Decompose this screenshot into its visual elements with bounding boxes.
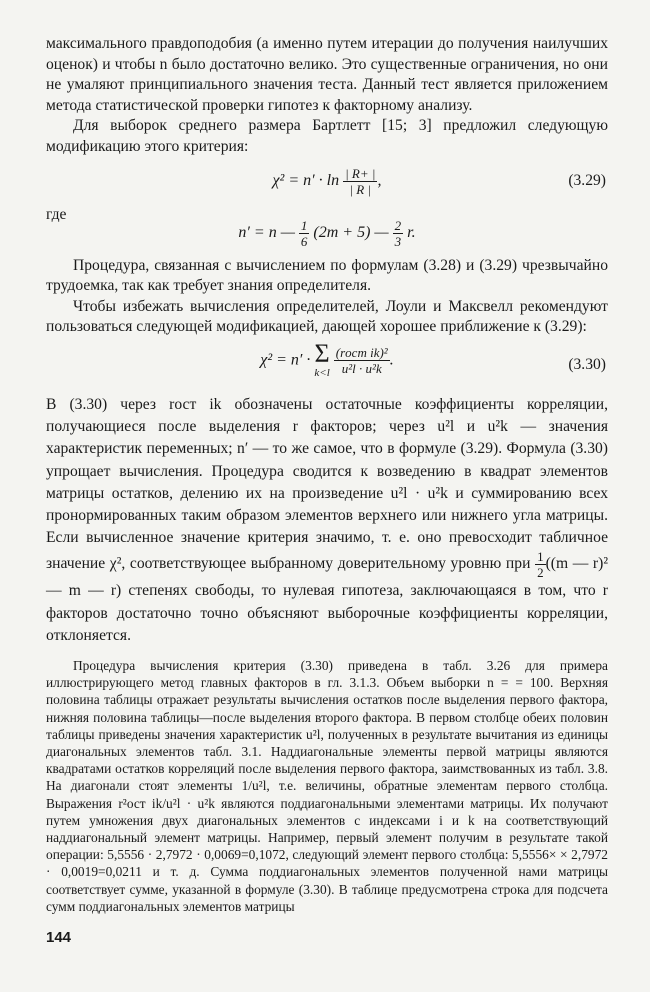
paragraph-5-text: В (3.30) через rост ik обозначены остаточные коэффициенты корреляции, получающиеся после выделения r факторов; через u²l и u²k — значения характеристик переменных; n′ — то же самое, что в формуле (3.29). Формула (3.30) упрощает вычисления. Процедура сводится к возведению в квадрат элементов матрицы остатков, делению их на произведение u²l · u²k и суммированию всех пронормированных таким образом элементов верхнего или нижнего угла матрицы. Если вычисленное значение критерия значимо, т. е. оно превосходит табличное значение χ², соответствующее выбранному доверительному уровню при [46,395,608,573]
page-number: 144 [46,929,72,947]
eqn-frac2-num: 2 [394,217,402,233]
eq330-label: (3.30) [568,355,606,373]
eqn-part-b: (2m + 5) — [313,223,389,241]
paragraph-3: Процедура, связанная с вычислением по формулам (3.28) и (3.29) чрезвычайно трудоемка, так как требует знания определителя. [46,256,608,295]
eqn-frac1-den: 6 [300,233,308,249]
where-word: где [46,205,67,223]
degree-frac-den: 2 [537,565,544,581]
equation-3-30 [46,338,608,394]
degree-frac-num: 1 [537,549,544,565]
eqn-frac-2 [393,218,404,249]
eqn-part-a: n′ = n — [238,223,295,241]
equation-n-prime [46,214,608,256]
eq329-denominator: | R | [349,181,372,197]
eq329-lhs: χ² = n′ · ln [272,171,340,189]
eq329-label: (3.29) [568,171,606,189]
small-print-paragraph: Процедура вычисления критерия (3.30) приведена в табл. 3.26 для примера иллюстрирующего метод главных факторов в гл. 3.1.3. Объем выборки n = = 100. Верхняя половина таблицы отражает результаты вычисления остатков после выделения первого фактора, нижняя половина таблицы—после выделения второго фактора. В первом столбце обеих половин таблицы приведены значения характеристик u²l, полученных в результате вычитания из единицы диагональных элементов табл. 3.1. Наддиагональные элементы первой матрицы являются квадратами остатков корреляций после выделения первого фактора, заимствованных из табл. 3.8. На диагонали стоят элементы 1/u²l, т.е. величины, обратные элементам первого столбца. Выражения r²ост ik/u²l · u²k являются поддиагональными элементами матрицы. Их получают путем умножения двух диагональных элементов с индексами i и k на соответствующий наддиагональный элемент матрицы. Например, первый элемент получим в результате такой операции: 5,5556 · 2,7972 · 0,0069=0,1072, следующий элемент первого столбца: 5,5556× × 2,7972 · 0,0019=0,0211 и т. д. Сумма поддиагональных элементов полученной нами матрицы соответствует сумме, указанной в формуле (3.30). В таблице предусмотрена строка для подсчета сумм поддиагональных элементов матрицы [46,657,608,914]
eq330-lhs: χ² = n′ · [260,351,311,369]
paragraph-2: Для выборок среднего размера Бартлетт [15; 3] предложил следующую модификацию этого критерия: [46,117,608,155]
eq330-sum [314,338,330,380]
eq330-tail: . [389,351,394,369]
eq329-fraction [343,166,377,197]
eqn-frac2-den: 3 [394,233,402,249]
eq329-numerator: | R+ | [345,165,376,181]
eq329-tail: , [377,171,382,189]
eqn-frac1-num: 1 [300,217,308,233]
eq330-denominator: u²l · u²k [341,361,382,377]
paragraph-5 [46,394,608,647]
page-content [46,34,608,946]
sum-limit: k<l [314,366,330,379]
paragraph-4: Чтобы избежать вычисления определителей, Лоули и Максвелл рекомендуют пользоваться следующей модификацией, дающей хорошее приближение к (3.29): [46,297,608,336]
equation-3-29 [46,158,608,204]
paragraph-5-end: ((m — r)² — m — r) степенях свободы, то нулевая гипотеза, заключающаяся в том, что r факторов достаточно точно объясняют выборочные коэффициенты корреляции, отклоняется. [46,555,608,644]
paragraph-1: максимального правдоподобия (а именно путем итерации до получения наилучших оценок) и чтобы n было достаточно велико. Это существенные ограничения, но они не умаляют принципиального значения теста. Данный тест является приложением метода статистической проверки гипотез к факторному анализу. [46,35,608,114]
eq330-numerator: (rост ik)² [335,345,388,361]
sigma-symbol: Σ [314,338,330,368]
eq330-fraction [334,345,390,376]
eqn-frac-1 [299,218,310,249]
degree-fraction [535,549,546,580]
eqn-part-c: r. [407,223,416,241]
